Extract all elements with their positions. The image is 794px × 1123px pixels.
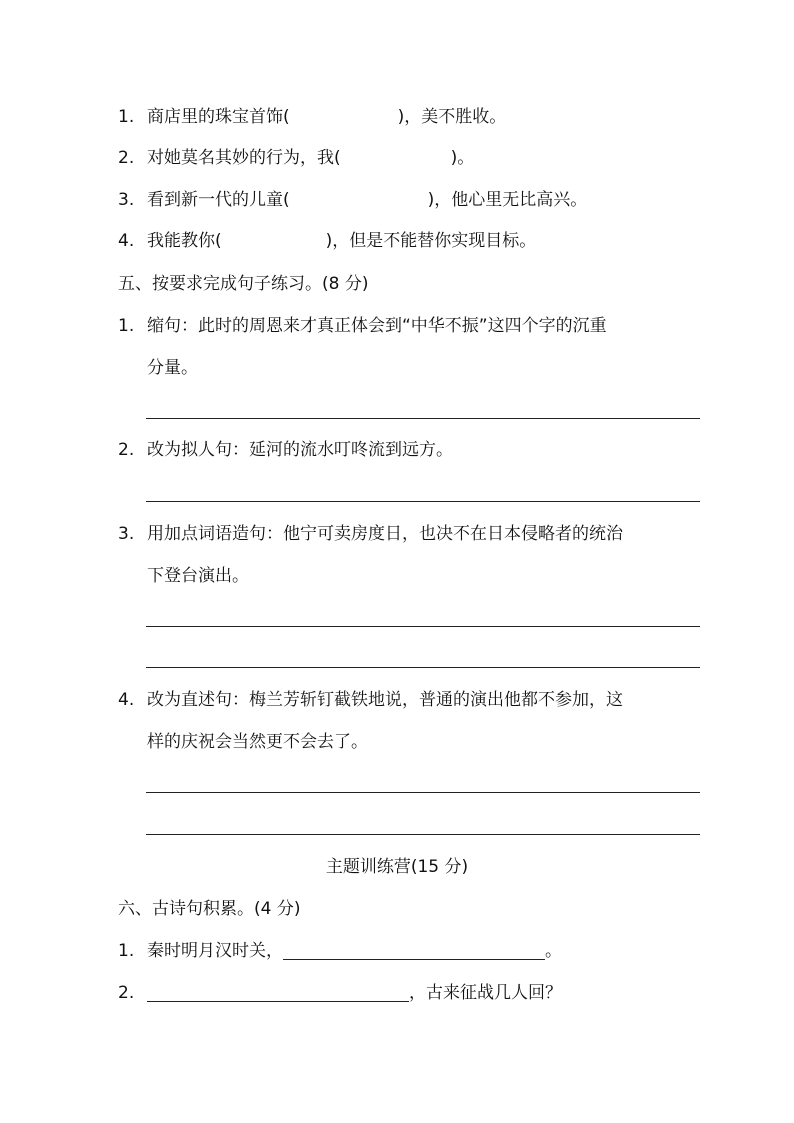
item-text-after: 。 bbox=[545, 941, 562, 961]
item-text-before: 看到新一代的儿童( bbox=[147, 190, 290, 210]
sentence-item-1 bbox=[118, 311, 607, 341]
item-prompt: 改为直述句：梅兰芳斩钉截铁地说，普通的演出他都不参加，这 bbox=[147, 690, 623, 710]
item-text-after: )，但是不能替你实现目标。 bbox=[325, 231, 537, 251]
answer-line[interactable] bbox=[146, 667, 700, 668]
item-text-after: )，他心里无比高兴。 bbox=[427, 190, 588, 210]
item-text-after: )，美不胜收。 bbox=[397, 107, 507, 127]
fill-item-2 bbox=[118, 143, 474, 173]
item-number: 4. bbox=[118, 231, 135, 251]
item-prompt: 用加点词语造句：他宁可卖房度日，也决不在日本侵略者的统治 bbox=[147, 524, 623, 544]
item-prompt: 缩句：此时的周恩来才真正体会到“中华不振”这四个字的沉重 bbox=[147, 316, 607, 336]
item-number: 1. bbox=[118, 107, 135, 127]
sentence-item-3 bbox=[118, 519, 623, 549]
fill-item-1 bbox=[118, 102, 506, 132]
item-number: 2. bbox=[118, 983, 135, 1003]
poem-item-2 bbox=[118, 978, 562, 1008]
answer-blank[interactable] bbox=[283, 937, 545, 960]
item-number: 2. bbox=[118, 440, 135, 460]
sentence-item-4 bbox=[118, 685, 623, 715]
poem-item-1 bbox=[118, 936, 562, 966]
item-number: 3. bbox=[118, 524, 135, 544]
answer-line[interactable] bbox=[146, 418, 700, 419]
item-text-before: 秦时明月汉时关， bbox=[147, 941, 283, 961]
item-number: 3. bbox=[118, 190, 135, 210]
item-text-before: 我能教你( bbox=[147, 231, 222, 251]
item-text-before: 商店里的珠宝首饰( bbox=[147, 107, 290, 127]
fill-item-3 bbox=[118, 185, 587, 215]
answer-blank[interactable] bbox=[147, 979, 409, 1002]
section-6-heading: 六、古诗句积累。(4 分) bbox=[118, 899, 301, 919]
item-prompt-continued: 样的庆祝会当然更不会去了。 bbox=[147, 732, 368, 752]
answer-line[interactable] bbox=[146, 792, 700, 793]
item-number: 1. bbox=[118, 941, 135, 961]
fill-item-4 bbox=[118, 226, 536, 256]
section-5-heading: 五、按要求完成句子练习。(8 分) bbox=[118, 274, 369, 294]
sentence-item-2 bbox=[118, 435, 453, 465]
item-text-before: 对她莫名其妙的行为，我( bbox=[147, 148, 341, 168]
item-prompt: 改为拟人句：延河的流水叮咚流到远方。 bbox=[147, 440, 453, 460]
item-prompt-continued: 分量。 bbox=[147, 358, 198, 378]
item-text-after: )。 bbox=[450, 148, 475, 168]
item-number: 1. bbox=[118, 316, 135, 336]
item-text-after: ，古来征战几人回？ bbox=[409, 983, 562, 1003]
item-number: 2. bbox=[118, 148, 135, 168]
theme-title: 主题训练营(15 分) bbox=[325, 857, 469, 877]
item-number: 4. bbox=[118, 690, 135, 710]
answer-line[interactable] bbox=[146, 834, 700, 835]
answer-line[interactable] bbox=[146, 501, 700, 502]
answer-line[interactable] bbox=[146, 626, 700, 627]
item-prompt-continued: 下登台演出。 bbox=[147, 566, 249, 586]
